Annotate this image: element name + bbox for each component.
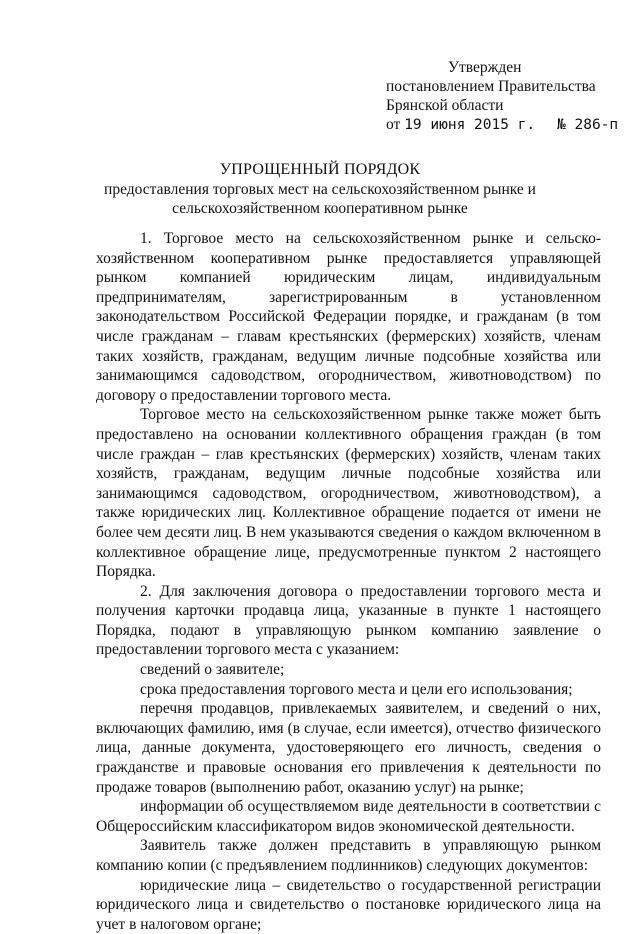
paragraph-8: Заявитель также должен представить в управляющую рынком компанию копии (с предъявлением подлинников) следующих документов: — [96, 837, 601, 874]
document-heading — [40, 160, 600, 218]
paragraph-7: информации об осуществляемом виде деятельности в соответствии с Общероссийским классификатором видов экономической деятельности. — [96, 798, 601, 835]
approval-date-prefix: от — [386, 116, 401, 133]
approval-date: 19 июня 2015 г. — [404, 117, 536, 133]
document-body — [96, 229, 601, 934]
approval-stamp — [386, 58, 626, 135]
document-subtitle-line1: предоставления торговых мест на сельскохозяйственном рынке и — [104, 181, 536, 198]
paragraph-5: срока предоставления торгового места и цели его использования; — [140, 680, 573, 698]
document-title: УПРОЩЕННЫЙ ПОРЯДОК — [219, 161, 421, 178]
approval-line-region: Брянской области — [386, 97, 504, 114]
paragraph-2: Торговое место на сельскохозяйственном рынке также может быть предоставлено на основании коллективного обращения граждан (в том числе граждан – глав крестьянских (фермерских) хозяйств, членам таких хозяйств, гражданам, ведущим личные подсобные хозяйства или занимающимся садоводством, огородничеством, животноводством), а также юридических лиц. Коллективное обращение подается от имени не более чем десяти лиц. В нем указываются сведения о каждом включенном в коллективное обращение лице, предусмотренные пунктом 2 настоящего Порядка. — [96, 406, 601, 581]
approval-line-approved: Утвержден — [448, 59, 522, 76]
document-subtitle-line2: сельскохозяйственном кооперативном рынке — [172, 200, 468, 217]
paragraph-4: сведений о заявителе; — [140, 661, 285, 679]
paragraph-3: 2. Для заключения договора о предоставлении торгового места и получения карточки продавца лица, указанные в пункте 1 настоящего Порядка, подают в управляющую рынком компанию заявление о предоставлении торгового места с указанием: — [96, 582, 601, 659]
approval-number: № 286-п — [557, 117, 619, 133]
approval-line-resolution: постановлением Правительства — [386, 78, 596, 95]
approval-date-line — [386, 115, 626, 135]
paragraph-9: юридические лица – свидетельство о государственной регистрации юридического лица и свидетельство о постановке юридического лица на учет в налоговом органе; — [96, 876, 601, 933]
paragraph-6: перечня продавцов, привлекаемых заявителем, и сведений о них, включающих фамилию, имя (в случае, если имеется), отчество физического лица, данные документа, удостоверяющего его личность, сведения о гражданстве и правовые основания его привлечения к деятельности по продаже товаров (выполнению работ, оказанию услуг) на рынке; — [96, 700, 601, 796]
paragraph-1: 1. Торговое место на сельскохозяйственном рынке и сельско-хозяйственном кооперативном рынке предоставляется управляющей рынком компанией юридическим лицам, индивидуальным предпринимателям, зарегистрированным в установленном законодательством Российской Федерации порядке, и гражданам (в том числе гражданам – главам крестьянских (фермерских) хозяйств, членам таких хозяйств, гражданам, ведущим личные подсобные хозяйства или занимающимся садоводством, огородничеством, животноводством) по договору о предоставлении торгового места. — [96, 230, 601, 404]
